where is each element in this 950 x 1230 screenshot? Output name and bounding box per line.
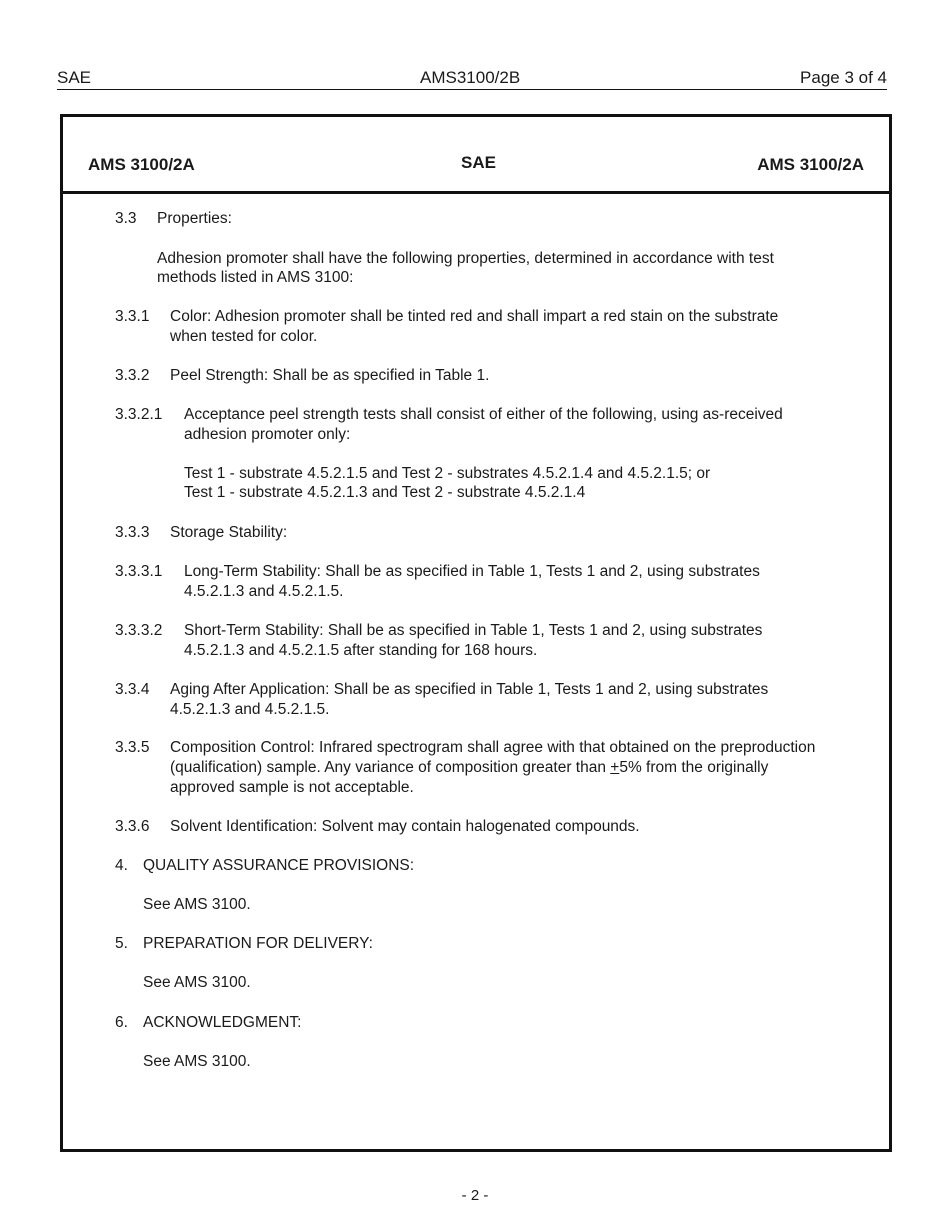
section-number: 3.3.2 [115, 367, 150, 384]
section-number: 3.3.1 [115, 308, 150, 325]
section-4-body: See AMS 3100. [143, 896, 251, 913]
section-text: Short-Term Stability: Shall be as specified in Table 1, Tests 1 and 2, using substrates [184, 622, 763, 639]
header-doc-number: AMS3100/2B [420, 68, 521, 87]
section-text: when tested for color. [170, 328, 318, 345]
section-text: Solvent Identification: Solvent may contain halogenated compounds. [170, 818, 640, 835]
frame-header-right: AMS 3100/2A [757, 155, 864, 174]
section-number: 6. [115, 1014, 128, 1031]
frame-header-left: AMS 3100/2A [88, 155, 195, 174]
section-title: PREPARATION FOR DELIVERY: [143, 935, 373, 952]
page-header [57, 68, 887, 90]
section-text: Acceptance peel strength tests shall consist of either of the following, using as-received [184, 406, 783, 423]
section-number: 3.3.2.1 [115, 406, 163, 423]
section-text: approved sample is not acceptable. [170, 779, 414, 796]
section-number: 3.3 [115, 210, 137, 227]
header-page-info: Page 3 of 4 [800, 68, 887, 87]
section-text: Aging After Application: Shall be as specified in Table 1, Tests 1 and 2, using substrates [170, 681, 769, 698]
section-text: 4.5.2.1.3 and 4.5.2.1.5. [184, 583, 344, 600]
section-text: 4.5.2.1.3 and 4.5.2.1.5. [170, 701, 330, 718]
section-text: Peel Strength: Shall be as specified in Table 1. [170, 367, 490, 384]
section-number: 3.3.6 [115, 818, 150, 835]
section-3-3-intro-2: methods listed in AMS 3100: [157, 269, 354, 286]
section-number: 3.3.3.2 [115, 622, 163, 639]
section-5-body: See AMS 3100. [143, 974, 251, 991]
section-text: Storage Stability: [170, 524, 288, 541]
section-number: 4. [115, 857, 128, 874]
page-number: - 2 - [461, 1187, 489, 1204]
section-title: QUALITY ASSURANCE PROVISIONS: [143, 857, 415, 874]
section-text: Long-Term Stability: Shall be as specified in Table 1, Tests 1 and 2, using substrates [184, 563, 760, 580]
section-text: adhesion promoter only: [184, 426, 351, 443]
section-number: 3.3.3 [115, 524, 150, 541]
frame-header [63, 117, 889, 194]
plus-minus-sign: + [610, 759, 620, 776]
section-text: Composition Control: Infrared spectrogram shall agree with that obtained on the preproduction [170, 739, 816, 756]
section-number: 5. [115, 935, 128, 952]
section-6-body: See AMS 3100. [143, 1053, 251, 1070]
section-number: 3.3.4 [115, 681, 150, 698]
test-option-1: Test 1 - substrate 4.5.2.1.5 and Test 2 - substrates 4.5.2.1.4 and 4.5.2.1.5; or [184, 465, 711, 482]
frame-header-center: SAE [461, 153, 496, 172]
section-text: (qualification) sample. Any variance of composition greater than +5% from the originally [170, 759, 769, 776]
section-title: Properties: [157, 210, 232, 227]
header-org: SAE [57, 68, 92, 87]
section-title: ACKNOWLEDGMENT: [143, 1014, 302, 1031]
section-number: 3.3.3.1 [115, 563, 163, 580]
section-number: 3.3.5 [115, 739, 150, 756]
section-3-3-intro-1: Adhesion promoter shall have the following properties, determined in accordance with test [157, 250, 774, 267]
test-option-2: Test 1 - substrate 4.5.2.1.3 and Test 2 - substrate 4.5.2.1.4 [184, 484, 586, 501]
section-text: Color: Adhesion promoter shall be tinted red and shall impart a red stain on the substrate [170, 308, 779, 325]
section-text: 4.5.2.1.3 and 4.5.2.1.5 after standing for 168 hours. [184, 642, 538, 659]
